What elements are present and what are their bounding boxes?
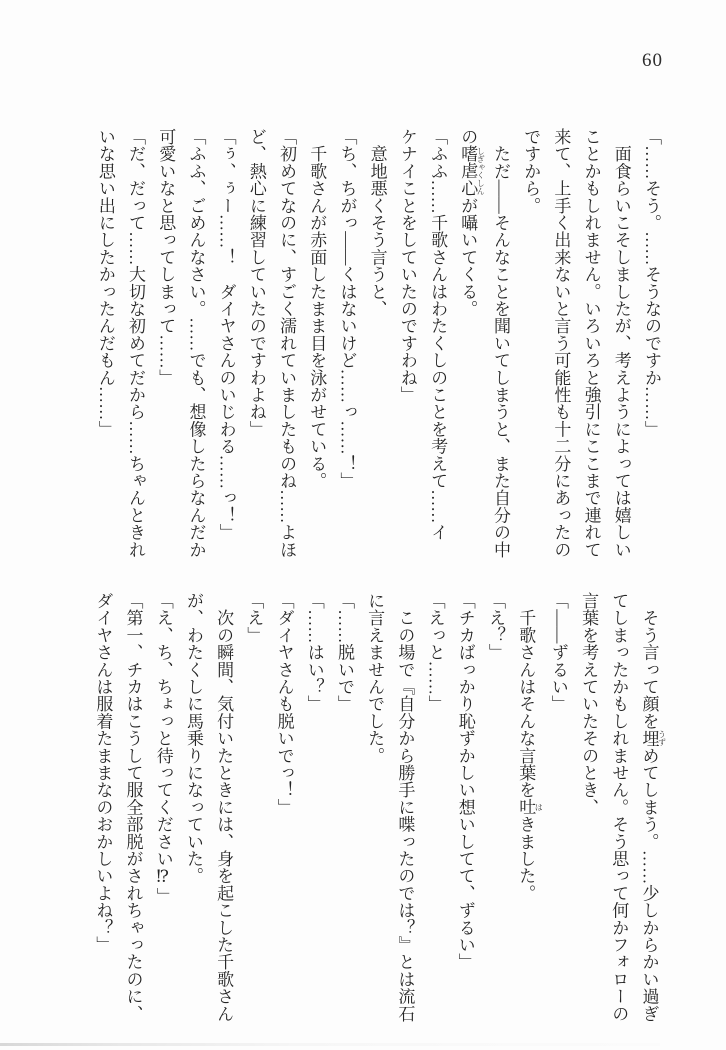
ruby-annotated-word: 嗜虐心 しぎゃくしん: [458, 145, 486, 197]
text-column: 千歌さんはそんな言葉を吐 はきました。: [516, 592, 544, 902]
scan-bottom-edge: [0, 1043, 660, 1046]
text-column: 「初めてなのに、すごく濡れていましたものね……よほ: [277, 128, 297, 558]
text-column: 「え、ち、ちょっと待ってください⁉」: [153, 592, 173, 905]
text-column: 来て、上手く出来ないと言う可能性も十二分にあったの: [551, 128, 571, 558]
text-column: 「チカばっかり恥ずかしい想いしてて、ずるい」: [455, 592, 475, 971]
text-column: 千歌さんが赤面したまま目を泳がせている。: [307, 128, 327, 490]
text-column: に言えませんでした。: [365, 592, 385, 764]
text-tier-lower: [87, 592, 666, 1026]
text-column: 「え？」: [485, 592, 505, 661]
text-column: ダイヤさんは服着たままなのおかしいよね？」: [93, 592, 113, 954]
text-tier-upper: [90, 128, 666, 562]
text-column: ケナイことをしていたのですわね」: [397, 128, 417, 404]
text-column: 「……はい？」: [304, 592, 324, 713]
page-number: 60: [642, 50, 663, 71]
text-column: ですから。: [521, 128, 541, 214]
text-column: 次の瞬間、気付いたときには、身を起こした千歌さん: [214, 592, 234, 1022]
text-column: 「――ずるい」: [548, 592, 568, 713]
text-column: 「ぅ、ぅー……！ ダイヤさんのいじわる……っ！」: [216, 128, 236, 541]
text-column: 「……そう。……そうなのですか……」: [642, 128, 661, 438]
text-column: いな思い出にしたかったんだもん……」: [95, 128, 115, 438]
text-column: 言葉を考えていたそのとき、: [579, 592, 599, 816]
text-column: 可愛いなと思ってしまって……」: [156, 128, 176, 386]
text-column: ことかもしれません。いろいろと強引にここまで連れて: [581, 128, 601, 558]
text-column: の嗜虐心 しぎゃくしんが囁いてくる。: [458, 128, 486, 318]
text-column: が、わたくしに馬乗りになっていた。: [183, 592, 203, 885]
text-column: 「ダイヤさんも脱いでっ！」: [274, 592, 294, 816]
text-column: そう言って顔を埋 うずめてしまう。……少しからかい過ぎ: [639, 592, 667, 1023]
text-column: 「……脱いで」: [334, 592, 354, 713]
text-column: 「だ、だって……大切な初めてだから……ちゃんときれ: [126, 128, 146, 558]
text-column: 「ふふ、ごめんなさい。……でも、想像したらなんだか: [186, 128, 206, 558]
text-column: ただ――そんなことを聞いてしまうと、また自分の中: [490, 128, 510, 558]
text-column: 「え」: [244, 592, 264, 644]
text-column: 「えっと……」: [425, 592, 445, 713]
text-column: 「第一、チカはこうして服全部脱がされちゃったのに、: [123, 592, 143, 1022]
text-column: 「ち、ちがっ――くはないけど……っ……！」: [337, 128, 357, 490]
ruby-annotated-word: 吐 は: [516, 798, 544, 816]
text-column: 「ふふ……千歌さんはわたくしのことを考えて……イ: [428, 128, 448, 541]
ruby-annotated-word: 埋 うず: [639, 729, 667, 747]
text-column: ど、熱心に練習していたのですわよね」: [246, 128, 266, 438]
text-column: 面食らいこそしましたが、考えようによっては嬉しい: [611, 128, 631, 558]
text-column: この場で『自分から勝手に喋ったのでは？』とは流石: [395, 592, 415, 1022]
text-column: てしまったかもしれません。そう思って何かフォローの: [609, 592, 629, 1022]
text-column: 意地悪くそう言うと、: [367, 128, 387, 318]
